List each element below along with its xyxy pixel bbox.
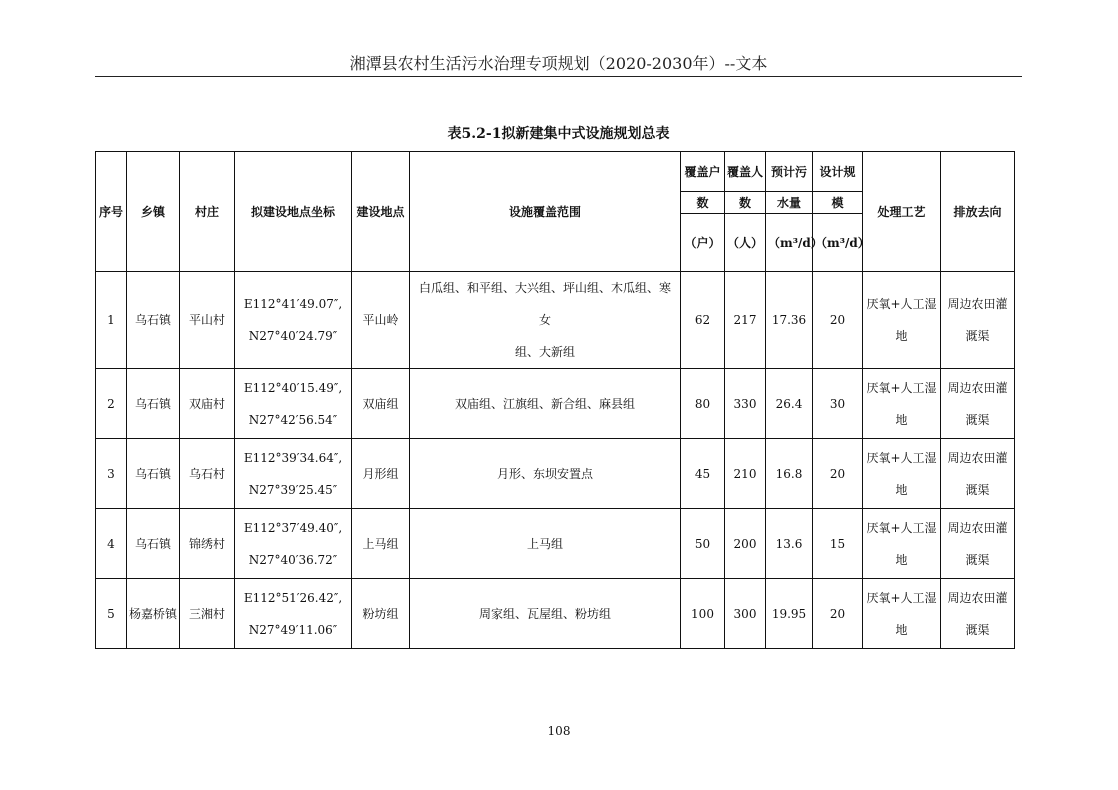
cell-seq (96, 579, 127, 649)
town-text: 乌石镇 (134, 466, 171, 481)
col-header-households: 覆盖户 (681, 152, 725, 192)
cell-seq (96, 439, 127, 509)
town-text: 杨嘉桥镇 (129, 606, 178, 621)
cell-seq (96, 509, 127, 579)
cell-population (725, 439, 766, 509)
cell-capacity (813, 369, 863, 439)
cell-process (863, 272, 941, 369)
table-row (96, 579, 1015, 649)
scope-line-1: 双庙组、江旗组、新合组、麻县组 (454, 396, 635, 411)
cell-scope (410, 439, 681, 509)
village-text: 双庙村 (188, 396, 225, 411)
cell-process (863, 509, 941, 579)
scope-line-1: 白瓜组、和平组、大兴组、坪山组、木瓜组、寒女 (418, 281, 671, 327)
households-value: 62 (694, 313, 711, 327)
col-header-village: 村庄 (180, 152, 235, 272)
cell-scope (410, 369, 681, 439)
process-line-1: 厌氧+人工湿 (866, 590, 937, 605)
cell-coords (235, 439, 352, 509)
cell-capacity (813, 272, 863, 369)
cell-scope (410, 509, 681, 579)
cell-scope (410, 579, 681, 649)
site-text: 双庙组 (362, 396, 399, 411)
sewage-value: 13.6 (775, 536, 803, 551)
table-row (96, 369, 1015, 439)
cell-discharge (941, 579, 1015, 649)
site-text: 粉坊组 (362, 606, 399, 621)
cell-village (180, 509, 235, 579)
seq-text: 2 (107, 396, 115, 411)
table-row (96, 439, 1015, 509)
discharge-line-1: 周边农田灌 (947, 297, 1008, 311)
capacity-value: 15 (829, 536, 846, 551)
population-value: 200 (733, 536, 757, 551)
col-header-households-2: 数 (681, 192, 725, 214)
table-caption: 表5.2-1拟新建集中式设施规划总表 (447, 126, 670, 142)
cell-site (352, 272, 410, 369)
unit-sewage: （m³/d） (766, 214, 813, 272)
process-line-1: 厌氧+人工湿 (866, 380, 937, 395)
cell-town (127, 272, 180, 369)
cell-site (352, 579, 410, 649)
cell-seq (96, 369, 127, 439)
col-header-capacity: 设计规 (813, 152, 863, 192)
col-header-scope: 设施覆盖范围 (410, 152, 681, 272)
col-header-discharge: 排放去向 (941, 152, 1015, 272)
process-line-2: 地 (895, 412, 908, 427)
population-value: 210 (733, 466, 757, 481)
table-row (96, 272, 1015, 369)
unit-households: （户） (681, 214, 725, 272)
process-line-1: 厌氧+人工湿 (866, 297, 937, 311)
process-line-2: 地 (895, 552, 908, 567)
capacity-value: 20 (829, 313, 846, 327)
cell-scope (410, 272, 681, 369)
col-header-population-2: 数 (725, 192, 766, 214)
coord-north: N27°49′11.06″ (248, 622, 338, 637)
cell-village (180, 369, 235, 439)
cell-population (725, 509, 766, 579)
cell-seq (96, 272, 127, 369)
seq-text: 5 (107, 606, 115, 621)
coord-north: N27°39′25.45″ (248, 482, 338, 497)
process-line-1: 厌氧+人工湿 (866, 450, 937, 465)
scope-line-2: 组、大新组 (514, 345, 575, 359)
capacity-value: 30 (829, 396, 846, 411)
cell-households (681, 509, 725, 579)
col-header-seq: 序号 (96, 152, 127, 272)
seq-text: 4 (107, 536, 115, 551)
village-text: 平山村 (188, 313, 225, 327)
cell-process (863, 439, 941, 509)
col-header-population: 覆盖人 (725, 152, 766, 192)
cell-town (127, 439, 180, 509)
cell-population (725, 369, 766, 439)
sewage-value: 19.95 (771, 606, 807, 621)
site-text: 上马组 (362, 536, 399, 551)
population-value: 217 (733, 313, 757, 327)
cell-sewage (766, 439, 813, 509)
col-header-process: 处理工艺 (863, 152, 941, 272)
unit-capacity: （m³/d） (813, 214, 863, 272)
scope-line-1: 上马组 (526, 536, 563, 551)
facility-plan-table (95, 151, 1015, 649)
page-header-title: 湘潭县农村生活污水治理专项规划（2020-2030年）--文本 (349, 54, 768, 73)
discharge-line-1: 周边农田灌 (947, 450, 1008, 465)
cell-town (127, 369, 180, 439)
col-header-town: 乡镇 (127, 152, 180, 272)
cell-capacity (813, 509, 863, 579)
cell-coords (235, 509, 352, 579)
coord-east: E112°41′49.07″, (243, 297, 343, 311)
households-value: 80 (694, 396, 711, 411)
site-text: 月形组 (362, 466, 399, 481)
village-text: 锦绣村 (188, 536, 225, 551)
col-header-sewage-2: 水量 (766, 192, 813, 214)
site-text: 平山岭 (362, 313, 399, 327)
coord-east: E112°40′15.49″, (243, 380, 343, 395)
cell-sewage (766, 579, 813, 649)
households-value: 100 (691, 606, 714, 621)
table-row (96, 509, 1015, 579)
process-line-2: 地 (895, 482, 908, 497)
sewage-value: 17.36 (771, 313, 807, 327)
cell-population (725, 579, 766, 649)
cell-village (180, 272, 235, 369)
col-header-capacity-2: 模 (813, 192, 863, 214)
cell-discharge (941, 272, 1015, 369)
discharge-line-2: 溉渠 (965, 552, 990, 567)
cell-discharge (941, 369, 1015, 439)
cell-households (681, 272, 725, 369)
cell-process (863, 579, 941, 649)
cell-coords (235, 579, 352, 649)
process-line-1: 厌氧+人工湿 (866, 520, 937, 535)
cell-sewage (766, 509, 813, 579)
discharge-line-2: 溉渠 (965, 482, 990, 497)
seq-text: 1 (107, 313, 115, 327)
discharge-line-2: 溉渠 (965, 412, 990, 427)
town-text: 乌石镇 (134, 536, 171, 551)
capacity-value: 20 (829, 466, 846, 481)
cell-capacity (813, 439, 863, 509)
cell-town (127, 509, 180, 579)
cell-discharge (941, 439, 1015, 509)
cell-site (352, 509, 410, 579)
process-line-2: 地 (895, 622, 908, 637)
cell-households (681, 579, 725, 649)
households-value: 50 (694, 536, 711, 551)
cell-population (725, 272, 766, 369)
town-text: 乌石镇 (134, 313, 171, 327)
cell-capacity (813, 579, 863, 649)
col-header-site: 建设地点 (352, 152, 410, 272)
cell-village (180, 579, 235, 649)
coord-east: E112°37′49.40″, (243, 520, 343, 535)
table-header-row (96, 152, 1015, 192)
population-value: 300 (733, 606, 757, 621)
cell-coords (235, 369, 352, 439)
discharge-line-2: 溉渠 (965, 329, 990, 343)
coord-east: E112°39′34.64″, (243, 450, 343, 465)
cell-site (352, 439, 410, 509)
capacity-value: 20 (829, 606, 846, 621)
coord-north: N27°40′24.79″ (248, 329, 338, 343)
scope-line-1: 月形、东坝安置点 (496, 466, 593, 481)
cell-discharge (941, 509, 1015, 579)
discharge-line-1: 周边农田灌 (947, 590, 1008, 605)
households-value: 45 (694, 466, 711, 481)
cell-site (352, 369, 410, 439)
cell-coords (235, 272, 352, 369)
page-footer (0, 723, 1118, 739)
discharge-line-1: 周边农田灌 (947, 520, 1008, 535)
coord-north: N27°40′36.72″ (248, 552, 338, 567)
unit-population: （人） (725, 214, 766, 272)
village-text: 三湘村 (188, 606, 225, 621)
process-line-2: 地 (895, 329, 908, 343)
discharge-line-2: 溉渠 (965, 622, 990, 637)
sewage-value: 16.8 (775, 466, 803, 481)
cell-sewage (766, 272, 813, 369)
coord-east: E112°51′26.42″, (243, 590, 343, 605)
cell-households (681, 369, 725, 439)
seq-text: 3 (107, 466, 115, 481)
coord-north: N27°42′56.54″ (248, 412, 338, 427)
page-number: 108 (547, 724, 571, 738)
cell-town (127, 579, 180, 649)
cell-households (681, 439, 725, 509)
village-text: 乌石村 (188, 466, 225, 481)
population-value: 330 (733, 396, 757, 411)
cell-village (180, 439, 235, 509)
cell-sewage (766, 369, 813, 439)
town-text: 乌石镇 (134, 396, 171, 411)
col-header-coords: 拟建设地点坐标 (235, 152, 352, 272)
discharge-line-1: 周边农田灌 (947, 380, 1008, 395)
scope-line-1: 周家组、瓦屋组、粉坊组 (478, 606, 611, 621)
sewage-value: 26.4 (775, 396, 803, 411)
cell-process (863, 369, 941, 439)
page-header (95, 52, 1022, 77)
col-header-sewage: 预计污 (766, 152, 813, 192)
